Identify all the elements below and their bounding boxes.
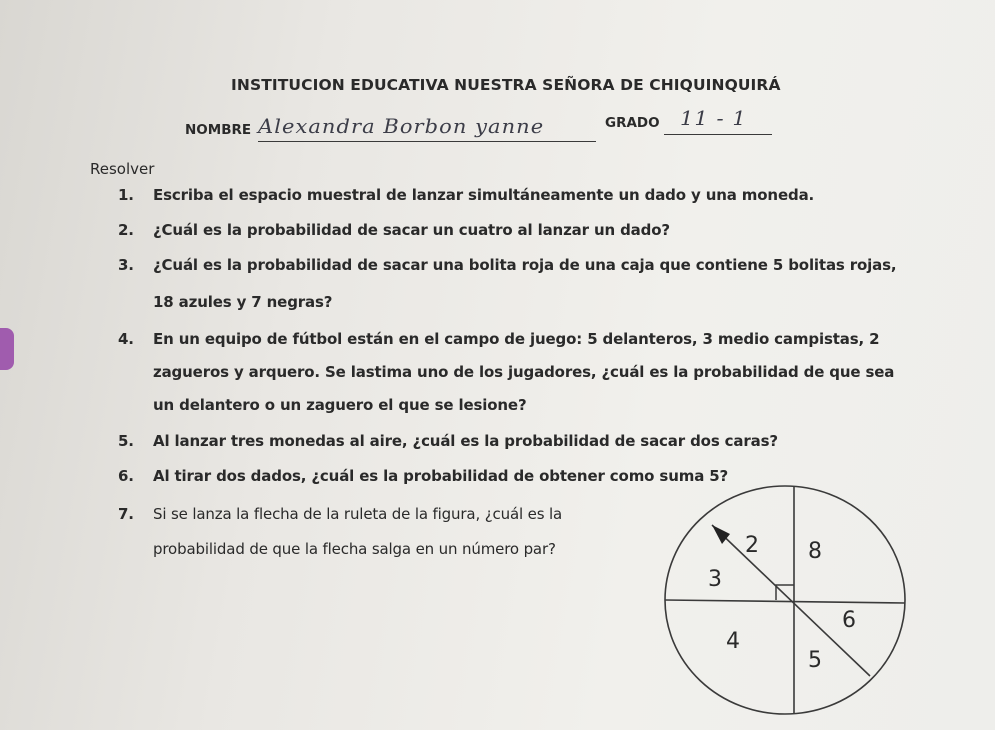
question-4-text-line-2: zagueros y arquero. Se lastima uno de los jugadores, ¿cuál es la probabilidad de que sea	[153, 363, 895, 381]
question-7-text-line-1: Si se lanza la flecha de la ruleta de la figura, ¿cuál es la	[153, 505, 563, 523]
sector-label-5: 5	[808, 648, 822, 673]
question-2-number: 2.	[118, 221, 134, 239]
question-7-text-line-2: probabilidad de que la flecha salga en un número par?	[153, 540, 556, 558]
question-2-text: ¿Cuál es la probabilidad de sacar un cuatro al lanzar un dado?	[153, 221, 670, 239]
name-line	[258, 141, 596, 142]
sector-label-6: 6	[842, 608, 856, 633]
question-1-text: Escriba el espacio muestral de lanzar simultáneamente un dado y una moneda.	[153, 186, 815, 204]
grade-handwriting: 11 - 1	[680, 106, 747, 130]
instruction-text: Resolver	[90, 160, 155, 178]
question-6-number: 6.	[118, 467, 134, 485]
question-3-number: 3.	[118, 256, 134, 274]
grade-label: GRADO	[605, 115, 660, 131]
name-label: NOMBRE	[185, 122, 252, 138]
question-3-text-line-1: ¿Cuál es la probabilidad de sacar una bolita roja de una caja que contiene 5 bolitas rojas,	[153, 256, 897, 274]
question-7-number: 7.	[118, 505, 134, 523]
sector-label-2: 2	[745, 533, 759, 558]
question-3-text-line-2: 18 azules y 7 negras?	[153, 293, 333, 311]
question-5-number: 5.	[118, 432, 134, 450]
question-4-text-line-1: En un equipo de fútbol están en el campo de juego: 5 delanteros, 3 medio campistas, 2	[153, 330, 880, 348]
spinner-wheel-figure	[660, 480, 920, 720]
sector-label-8: 8	[808, 539, 822, 564]
sector-label-4: 4	[726, 629, 740, 654]
question-4-number: 4.	[118, 330, 134, 348]
question-1-number: 1.	[118, 186, 134, 204]
grade-line	[664, 134, 772, 135]
spinner-horizontal-divider	[665, 600, 905, 603]
right-angle-marker	[776, 585, 794, 600]
name-handwriting: Alexandra Borbon yanne	[258, 114, 545, 138]
question-5-text: Al lanzar tres monedas al aire, ¿cuál es la probabilidad de sacar dos caras?	[153, 432, 778, 450]
sector-label-3: 3	[708, 567, 722, 592]
question-6-text: Al tirar dos dados, ¿cuál es la probabilidad de obtener como suma 5?	[153, 467, 729, 485]
institution-title: INSTITUCION EDUCATIVA NUESTRA SEÑORA DE CHIQUINQUIRÁ	[231, 76, 781, 94]
spinner-arrow-head	[712, 525, 730, 544]
question-4-text-line-3: un delantero o un zaguero el que se lesione?	[153, 396, 527, 414]
page-edge-marker	[0, 328, 14, 370]
